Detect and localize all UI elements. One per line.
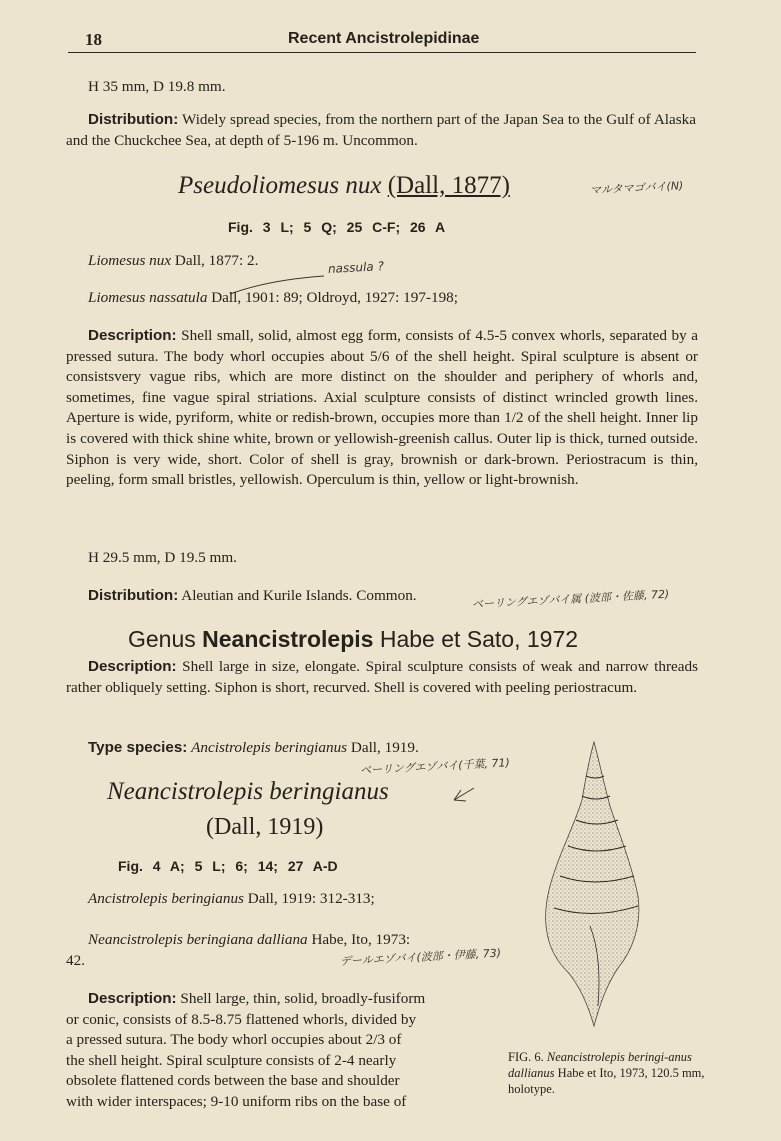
type-species-ref: Dall, 1919. [347, 739, 419, 756]
handwritten-note-3: ベーリングエゾバイ属 (波部・佐藤, 72) [471, 587, 670, 611]
species1-synonym-2-ref: Dall, 1901: 89; Oldroyd, 1927: 197-198; [207, 289, 459, 306]
species1-measurements: H 29.5 mm, D 19.5 mm. [88, 549, 237, 566]
shell-illustration [528, 736, 658, 1036]
figure-caption-name: Neancistrolepis beringi-anus dallianus [508, 1050, 692, 1080]
species1-description [66, 326, 698, 491]
species2-description-line-4: obsolete flattened cords between the base and shoulder [66, 1072, 400, 1090]
type-species-label: Type species: [88, 739, 188, 756]
handwritten-check-mark [452, 786, 478, 806]
species1-synonym-1-name: Liomesus nux [88, 252, 172, 269]
header-rule [68, 52, 696, 53]
figure-caption-lead: FIG. 6. [508, 1050, 547, 1064]
prev-distribution [66, 110, 696, 151]
species1-description-text: Shell small, solid, almost egg form, consists of 4.5-5 convex whorls, separated by a pressed sutura. The body whorl occupies about 5/6 of the shell height. Spiral sculpture is absent or consistsvery vague ribs, which are more distinct on the shoulder and periphery of whorls and, sometimes, fine vague spiral striations. Axial sculpture consists of distinct wrincled growth lines. Aperture is wide, pyriform, white or redish-brown, occupies more than 1/2 of the shell height. Inner lip is covered with thick shine white, brown or yellowish-greenish callus. Outer lip is thick, turned outside. Siphon is very wide, short. Color of shell is gray, brownish or dark-brown. Periostracum is thin, peeling, form small bristles, yellowish. Operculum is thin, yellow or light-brownish. [66, 327, 698, 489]
prev-measurements: H 35 mm, D 19.8 mm. [88, 78, 226, 95]
type-species [88, 738, 419, 759]
species1-name: Pseudoliomesus nux [178, 172, 382, 199]
species2-description-line-5: with wider interspaces; 9-10 uniform ribs on the base of [66, 1092, 407, 1110]
species2-author: (Dall, 1919) [206, 814, 324, 840]
prev-distribution-label: Distribution: [88, 111, 179, 128]
species2-description-label: Description: [88, 990, 177, 1007]
handwritten-note-1: マルタマゴバイ(N) [589, 179, 684, 197]
species1-figure-ref: Fig. 3 L; 5 Q; 25 C-F; 26 A [228, 219, 446, 235]
species2-synonym-2-ref: Habe, Ito, 1973: [307, 931, 411, 948]
figure-caption-rest: Habe et Ito, 1973, 120.5 mm, holotype. [508, 1066, 705, 1096]
running-title: Recent Ancistrolepidinae [288, 30, 480, 47]
species2-figure-ref: Fig. 4 A; 5 L; 6; 14; 27 A-D [118, 858, 338, 874]
species2-synonym-1 [88, 889, 375, 910]
species1-title [178, 172, 510, 200]
genus-description-label: Description: [88, 658, 177, 675]
species2-synonym-2-name: Neancistrolepis beringiana dalliana [88, 931, 308, 948]
handwritten-note-4: ベーリングエゾバイ(千葉, 71) [359, 756, 511, 777]
genus-heading [128, 626, 578, 653]
species1-distribution-label: Distribution: [88, 587, 179, 604]
species2-description-line-3: the shell height. Spiral sculpture consists of 2-4 nearly [66, 1051, 397, 1069]
type-species-name: Ancistrolepis beringianus [191, 739, 348, 756]
species1-author: (Dall, 1877) [387, 172, 510, 199]
species1-description-label: Description: [88, 327, 177, 344]
genus-description [66, 657, 698, 698]
genus-prefix: Genus [128, 626, 196, 652]
species1-synonym-2 [88, 288, 458, 309]
species2-synonym-2-cont: 42. [66, 952, 85, 969]
species2-description-line-0: Shell large, thin, solid, broadly-fusiform [176, 990, 426, 1007]
species2-description [66, 989, 491, 1113]
genus-author: Habe et Sato, 1972 [373, 626, 579, 652]
prev-distribution-text: Widely spread species, from the northern part of the Japan Sea to the Gulf of Alaska and the Chuckchee Sea, at depth of 5-196 m. Uncommon. [66, 111, 696, 149]
species2-name: Neancistrolepis beringianus [107, 778, 389, 805]
species1-distribution-text: Aleutian and Kurile Islands. Common. [178, 587, 417, 604]
species2-synonym-1-name: Ancistrolepis beringianus [88, 890, 244, 907]
species2-synonym-2 [88, 930, 410, 951]
species2-description-line-1: or conic, consists of 8.5-8.75 flattened whorls, divided by [66, 1010, 417, 1028]
page-number: 18 [85, 30, 102, 49]
figure-caption [508, 1049, 708, 1097]
genus-name: Neancistrolepis [202, 626, 374, 652]
species1-synonym-2-name: Liomesus nassatula [88, 289, 208, 306]
species1-synonym-1 [88, 251, 258, 272]
species2-synonym-1-ref: Dall, 1919: 312-313; [243, 890, 375, 907]
handwritten-note-5: デールエゾバイ(波部・伊藤, 73) [339, 946, 502, 968]
handwritten-note-2: nassula ? [327, 259, 385, 276]
species2-description-line-2: a pressed sutura. The body whorl occupies about 2/3 of [66, 1031, 402, 1049]
genus-description-text: Shell large in size, elongate. Spiral sculpture consists of weak and narrow threads rather obliquely setting. Siphon is short, recurved. Shell is covered with peeling periostracum. [66, 658, 698, 696]
species1-synonym-1-ref: Dall, 1877: 2. [171, 252, 259, 269]
species1-distribution [88, 586, 417, 607]
